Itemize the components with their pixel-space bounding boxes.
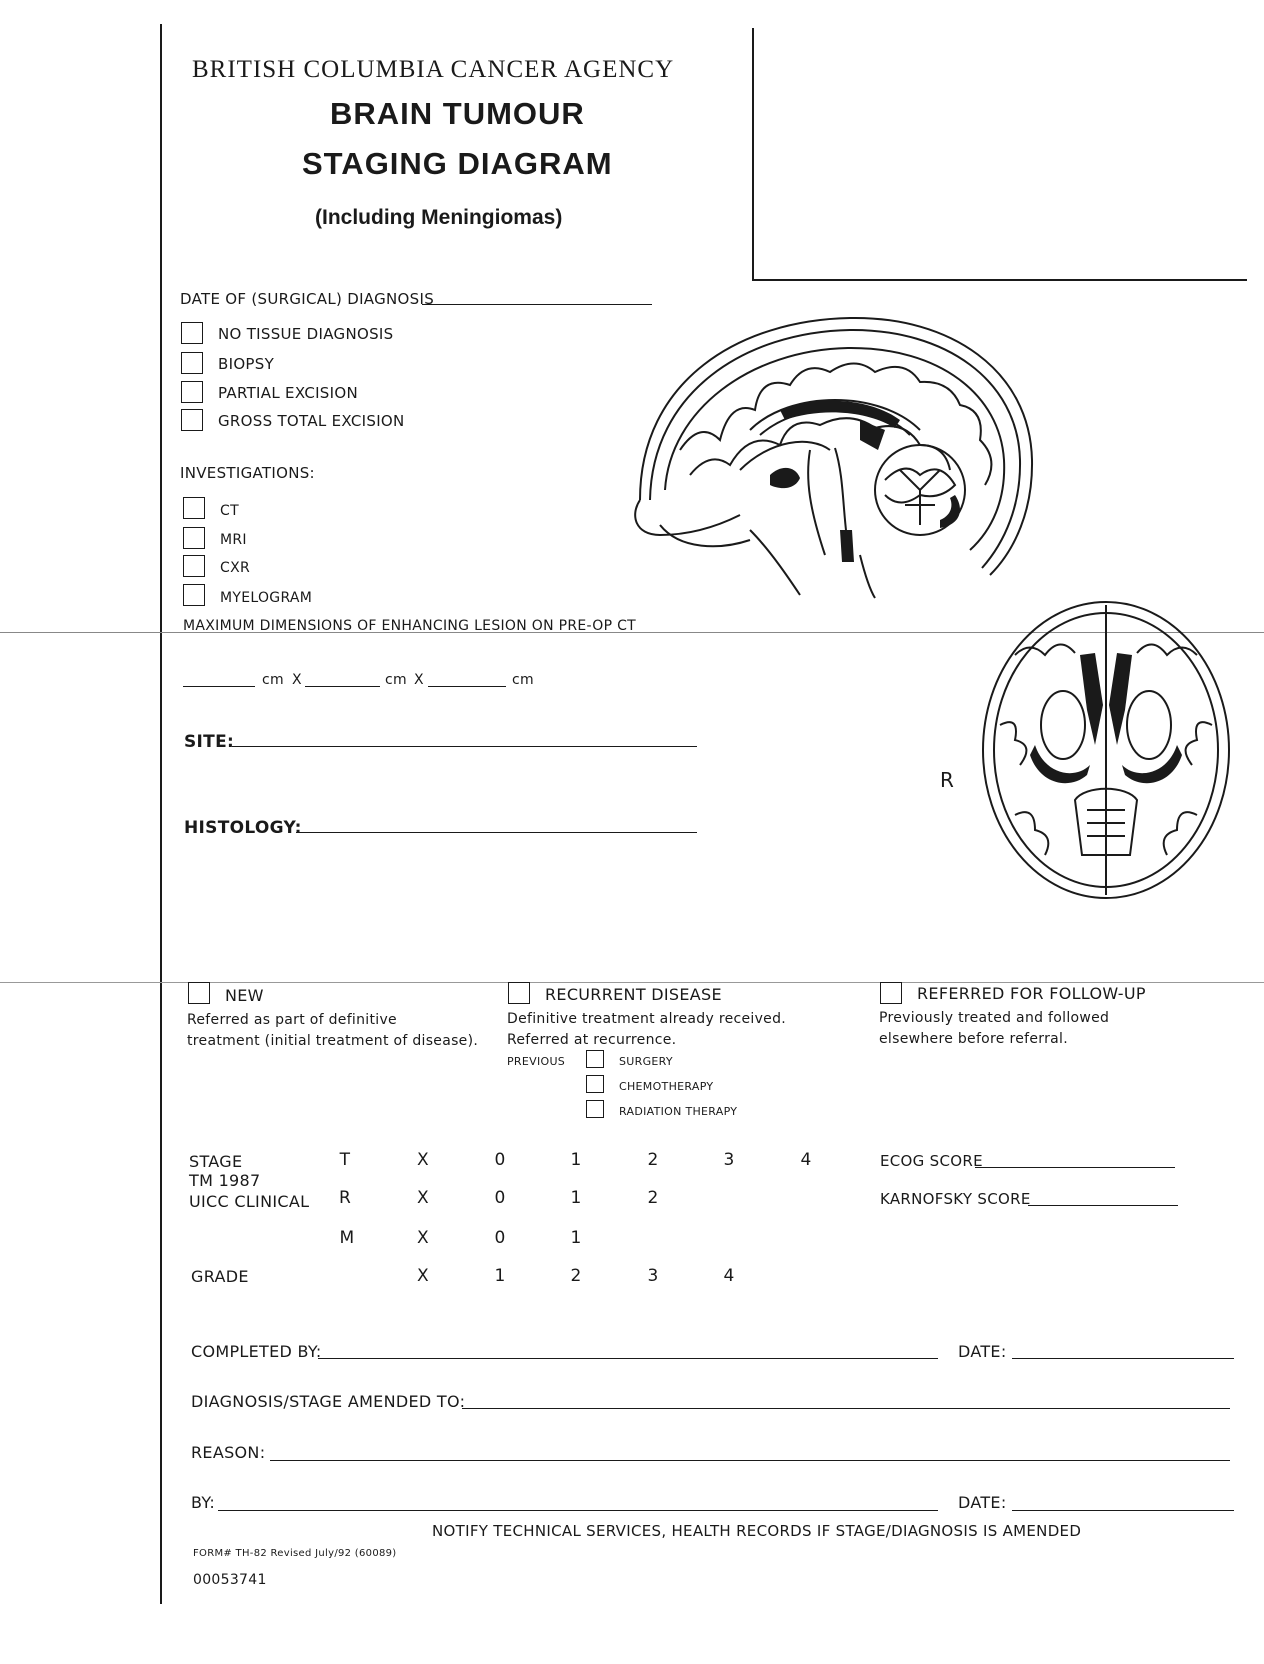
- partial-excision-label: PARTIAL EXCISION: [218, 384, 358, 402]
- dimension-3-unit: cm: [512, 672, 534, 688]
- new-desc-line2: treatment (initial treatment of disease).: [187, 1033, 479, 1049]
- stage-option[interactable]: X: [417, 1228, 429, 1248]
- form-number: FORM# TH-82 Revised July/92 (60089): [193, 1548, 397, 1559]
- completed-by-label: COMPLETED BY:: [191, 1342, 322, 1361]
- dimension-2-field[interactable]: [305, 686, 380, 687]
- dimension-1-unit: cm: [262, 672, 284, 688]
- referred-follow-up-label: REFERRED FOR FOLLOW-UP: [917, 984, 1146, 1003]
- stage-option[interactable]: 1: [570, 1150, 582, 1170]
- previous-surgery-label: SURGERY: [619, 1055, 673, 1068]
- grade-option[interactable]: 1: [494, 1266, 506, 1286]
- dimension-2-unit: cm: [385, 672, 407, 688]
- gross-total-excision-checkbox[interactable]: [181, 409, 203, 431]
- date-of-diagnosis-field[interactable]: [422, 304, 652, 305]
- stage-option[interactable]: 2: [647, 1188, 659, 1208]
- grade-option[interactable]: 3: [647, 1266, 659, 1286]
- reason-field[interactable]: [270, 1460, 1230, 1461]
- grade-option[interactable]: X: [417, 1266, 429, 1286]
- t-row-label: T: [339, 1150, 351, 1170]
- m-row-label: M: [339, 1228, 355, 1248]
- investigations-label: INVESTIGATIONS:: [180, 464, 315, 482]
- ecog-score-label: ECOG SCORE: [880, 1152, 983, 1170]
- amended-label: DIAGNOSIS/STAGE AMENDED TO:: [191, 1392, 466, 1411]
- recurrent-desc-line1: Definitive treatment already received.: [507, 1011, 787, 1027]
- completed-by-field[interactable]: [318, 1358, 938, 1359]
- mri-label: MRI: [220, 532, 247, 548]
- dimension-1-field[interactable]: [183, 686, 255, 687]
- stage-tm-label: TM 1987: [189, 1171, 261, 1190]
- recurrent-disease-label: RECURRENT DISEASE: [545, 985, 722, 1004]
- stage-option[interactable]: 4: [800, 1150, 812, 1170]
- karnofsky-score-label: KARNOFSKY SCORE: [880, 1190, 1031, 1208]
- stage-option[interactable]: 2: [647, 1150, 659, 1170]
- agency-name: BRITISH COLUMBIA CANCER AGENCY: [192, 56, 675, 83]
- grade-option[interactable]: 4: [723, 1266, 735, 1286]
- notify-instruction: NOTIFY TECHNICAL SERVICES, HEALTH RECORDS IF STAGE/DIAGNOSIS IS AMENDED: [432, 1522, 1082, 1540]
- new-desc-line1: Referred as part of definitive: [187, 1012, 397, 1028]
- sagittal-brain-diagram[interactable]: [620, 300, 1050, 600]
- form-subtitle: (Including Meningiomas): [315, 206, 563, 229]
- stage-option[interactable]: 0: [494, 1188, 506, 1208]
- ct-checkbox[interactable]: [183, 497, 205, 519]
- cxr-label: CXR: [220, 560, 250, 576]
- ct-label: CT: [220, 503, 239, 519]
- karnofsky-score-field[interactable]: [1028, 1205, 1178, 1206]
- by-date-label: DATE:: [958, 1493, 1007, 1512]
- stage-option[interactable]: 3: [723, 1150, 735, 1170]
- dimension-sep-1: X: [292, 672, 302, 688]
- site-field[interactable]: [232, 746, 697, 747]
- completed-date-field[interactable]: [1012, 1358, 1234, 1359]
- reason-label: REASON:: [191, 1443, 266, 1462]
- previous-surgery-checkbox[interactable]: [586, 1050, 604, 1068]
- recurrent-desc-line2: Referred at recurrence.: [507, 1032, 677, 1048]
- date-of-diagnosis-label: DATE OF (SURGICAL) DIAGNOSIS: [180, 290, 435, 308]
- max-dimensions-label: MAXIMUM DIMENSIONS OF ENHANCING LESION ON PRE-OP CT: [183, 618, 637, 634]
- dimension-sep-2: X: [414, 672, 424, 688]
- ecog-score-field[interactable]: [975, 1167, 1175, 1168]
- previous-label: PREVIOUS: [507, 1055, 566, 1068]
- cxr-checkbox[interactable]: [183, 555, 205, 577]
- dimension-3-field[interactable]: [428, 686, 506, 687]
- stage-option[interactable]: X: [417, 1150, 429, 1170]
- by-date-field[interactable]: [1012, 1510, 1234, 1511]
- biopsy-checkbox[interactable]: [181, 352, 203, 374]
- mri-checkbox[interactable]: [183, 527, 205, 549]
- recurrent-disease-checkbox[interactable]: [508, 982, 530, 1004]
- biopsy-label: BIOPSY: [218, 355, 275, 373]
- header-box-left: [752, 28, 754, 280]
- referred-desc-line2: elsewhere before referral.: [879, 1031, 1068, 1047]
- stage-option[interactable]: 0: [494, 1228, 506, 1248]
- no-tissue-diagnosis-checkbox[interactable]: [181, 322, 203, 344]
- left-margin-rule: [160, 24, 162, 1604]
- grade-option[interactable]: 2: [570, 1266, 582, 1286]
- grade-label: GRADE: [191, 1267, 249, 1286]
- previous-radiation-checkbox[interactable]: [586, 1100, 604, 1118]
- previous-chemotherapy-checkbox[interactable]: [586, 1075, 604, 1093]
- histology-label: HISTOLOGY:: [184, 818, 302, 838]
- axial-brain-diagram[interactable]: [975, 595, 1237, 905]
- stage-option[interactable]: 1: [570, 1228, 582, 1248]
- previous-chemotherapy-label: CHEMOTHERAPY: [619, 1080, 714, 1093]
- stage-option[interactable]: X: [417, 1188, 429, 1208]
- referred-desc-line1: Previously treated and followed: [879, 1010, 1110, 1026]
- new-checkbox[interactable]: [188, 982, 210, 1004]
- form-title-line2: STAGING DIAGRAM: [302, 146, 613, 181]
- r-row-label: R: [338, 1188, 352, 1208]
- myelogram-checkbox[interactable]: [183, 584, 205, 606]
- referred-follow-up-checkbox[interactable]: [880, 982, 902, 1004]
- amended-field[interactable]: [462, 1408, 1230, 1409]
- stage-label: STAGE: [189, 1152, 243, 1171]
- myelogram-label: MYELOGRAM: [220, 590, 313, 606]
- previous-radiation-label: RADIATION THERAPY: [619, 1105, 738, 1118]
- header-box-bottom: [752, 279, 1247, 281]
- completed-date-label: DATE:: [958, 1342, 1007, 1361]
- no-tissue-diagnosis-label: NO TISSUE DIAGNOSIS: [218, 325, 394, 343]
- site-label: SITE:: [184, 732, 235, 752]
- gross-total-excision-label: GROSS TOTAL EXCISION: [218, 412, 405, 430]
- stage-option[interactable]: 1: [570, 1188, 582, 1208]
- form-title-line1: BRAIN TUMOUR: [330, 96, 585, 131]
- right-side-marker: R: [940, 768, 955, 792]
- by-label: BY:: [191, 1493, 216, 1512]
- by-field[interactable]: [218, 1510, 938, 1511]
- document-id: 00053741: [193, 1572, 267, 1588]
- stage-uicc-label: UICC CLINICAL: [189, 1192, 310, 1211]
- partial-excision-checkbox[interactable]: [181, 381, 203, 403]
- stage-option[interactable]: 0: [494, 1150, 506, 1170]
- histology-field[interactable]: [296, 832, 697, 833]
- new-label: NEW: [225, 986, 264, 1005]
